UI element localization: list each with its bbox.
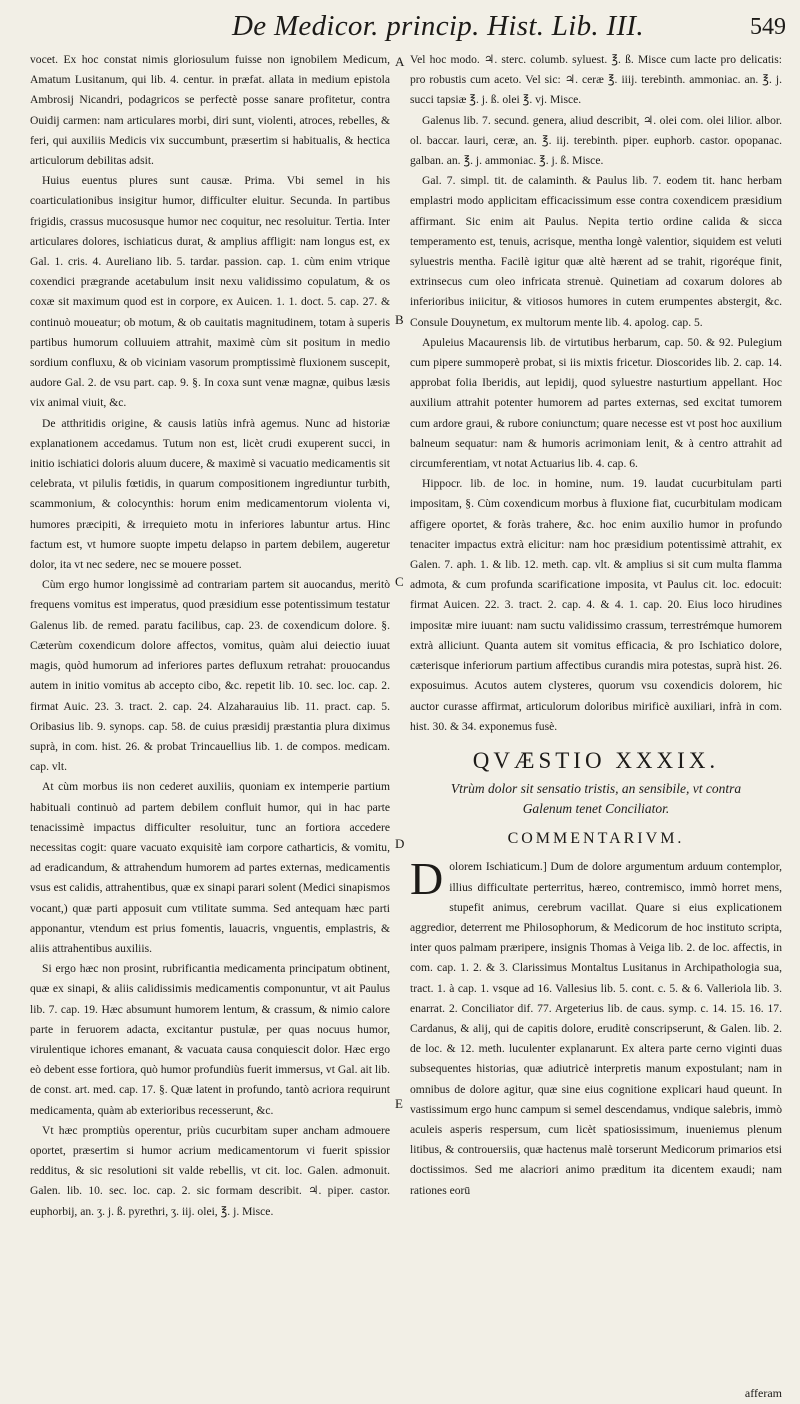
margin-letter-e: E [395,1096,403,1111]
left-paragraph-3: De atthritidis origine, & causis latiùs infrà agemus. Nunc ad historiæ explanationem accedamus. Tutum non est, licèt crudi exuperent succi, in initio ischiatici doloris aluum ducere, & maximè si vacuatio medicamentis sit celebrata, vt pilulis fœtidis, in quarum compositionem ingrediuntur turbith, scammonium, & colocynthis: horum enim medicamentorum violenta vi, humores præcipiti, & irrequieto motu in inferiores labuntur artus. Hinc factum est, vt humore suopte impetu delapso in partem debilem, augeretur dolor, ita vt nec sedere, nec se mouere posset. [30,416,390,572]
margin-letter-a: A [395,54,405,69]
commentary-paragraph [410,853,782,1200]
running-head [0,6,800,46]
page-number: 549 [750,14,786,40]
question-subtitle: Vtrùm dolor sit sensatio tristis, an sensibile, vt contra Galenum tenet Conciliator. [450,781,742,817]
left-paragraph-5: At cùm morbus iis non cederet auxiliis, quoniam ex intemperie partium habituali continuò ad partem debilem confluit humor, qui in hac parte tenacissimè impactus difficulter resoluitur, tunc an fortiora accedere necessitas cogit: quare vacuato exquisitè iam corpore catharticis, & vomitu, ad eradicandum, & attrahendum humorem ad partes externas, medicamentis vsus est calidis, attrahentibus, quæ ex sinapi parari solent (Medici sinapismos vocant,) quæ parti apposuit cum vtilitate summa. Sed antequam hæc parti apponantur, vtendum est prius fomentis, lauacris, vnguentis, emplastris, & aliis attrahentibus auxiliis. [30,780,390,955]
right-paragraph-4: Apuleius Macaurensis lib. de virtutibus herbarum, cap. 50. & 92. Pulegium cum pipere summoperè probat, si iis mixtis fricetur. Dioscorides lib. 2. cap. 14. approbat folia Iberidis, aut lepidij, quod syluestre nasturtium appellant. Hoc auxilium attrahit potenter humorem ad partes externas, sed excitat tumorem cum ardore graui, & rubore coniunctum; quare necesse est vt post hoc auxilium balneum sequatur: nam & humoris acrimoniam lenit, & à centro attrahit ad circumferentiam, vt notat Actuarius lib. 4. cap. 6. [410,335,782,471]
running-title: De Medicor. princip. Hist. Lib. III. [232,10,644,42]
commentary-text: olorem Ischiaticum.] Dum de dolore argumentum arduum contemplor, illius difficultate perterritus, hæreo, contremisco, immò horret mens, stupefit animus, cerebrum vacillat. Quare si eius explicationem aggredior, deterrent me Philosophorum, & Medicorum de hoc instituto scripta, inter quos palmam præripere, insignis Thomas à Veiga lib. 2. de loc. affectis, in com. cap. 1. 2. & 3. Clarissimus Montaltus Lusitanus in Archipathologia sua, tract. 1. à cap. 1. vsque ad 16. Vallesius lib. 5. cont. c. 5. & 6. Valleriola lib. 3. enarrat. 2. Conciliator dif. 77. Argeterius lib. de caus. symp. c. 14. 15. 16. 17. Cardanus, & alij, qui de capitis dolore, eruditè conscripserunt, & Galen. lib. 2. de loc. & 12. meth. luculenter explanarunt. Ex altera parte cerno viginti duas subsequentes historias, quæ adiutricè interpretis manum expostulant; nam in omnibus de dolore agitur, quæ sine eius cognitione explicari haud queunt. In vastissimum ergo hunc campum si semel descendamus, vndique salebris, immò aculeis asperis respersum, cum licèt spatiosissimum, inueniemus plenum litibus, & controuersiis, quæ hactenus malè torserunt Medicorum primarios etsi doctissimos. Sed me alacriori animo præditum ita dicentem exaudi; nam rationes eorū [410,860,782,1197]
margin-letter-d: D [395,836,405,851]
left-paragraph-6: Si ergo hæc non prosint, rubrificantia medicamenta principatum obtinent, quæ ex sinapi, & aliis calidissimis medicamentis componuntur, vt ait Paulus lib. 7. cap. 19. Hæc absumunt humorem lentum, & crassum, & nimio calore parte in feruorem adacta, excitantur pustulæ, per quas nocuus humor, virulentique ichores emanant, & vacuata causa conquiescit dolor. Hæc ergo eò debent esse fortiora, quò humor profundiùs fuerit immersus, vt Gal. ait lib. de const. art. med. cap. 17. §. Quæ latent in profundo, tantò acriora requirunt medicamenta, quàm ab exterioribus recesserunt, &c. [30,962,390,1117]
right-paragraph-3: Gal. 7. simpl. tit. de calaminth. & Paulus lib. 7. eodem tit. hanc herbam emplastri modo applicitam efficacissimum esse contra coxendicem præsidium affirmant. Sic enim ait Paulus. Nepita tertio ordine calida & sicca temperamento est, tenuis, acrisque, mentha longè valentior, siquidem est veluti syluestris mentha. Facilè igitur quæ altè hærent ad se trahit, rigoréque finit, extrinsecus cum oleo infricata strenuè. Quinetiam ad coxarum dolores ab inferioribus iniicitur, & vitiosos humores in cutem erumpentes abstergit, &c. Consule Douynetum, ex multorum mente lib. 4. apolog. cap. 5. [410,174,782,329]
commentary-heading: COMMENTARIVM. [507,830,685,848]
right-paragraph-1: Vel hoc modo. ♃. sterc. columb. syluest. ℥. ß. Misce cum lacte pro delicatis: pro robustis cum aceto. Vel sic: ♃. ceræ ℥. iiij. terebinth. ammoniac. an. ℥. j. succi tapsiæ ℥. j. ß. olei ℥. vj. Misce. [410,53,782,107]
left-paragraph-7: Vt hæc promptiùs operentur, priùs cucurbitam super ancham admouere oportet, præsertim si humor acrium medicamentorum vi fuerit spissior redditus, & sic resolutioni sit valde rebellis, vt cit. loc. Galen. admonuit. Galen. lib. 10. sec. loc. cap. 2. sic formam describit. ♃. piper. castor. euphorbij, an. ʒ. j. ß. pyrethri, ʒ. iij. olei, ℥. j. Misce. [30,1123,390,1218]
drop-capital: D [410,853,444,905]
question-heading: QVÆSTIO XXXIX. [472,747,720,773]
catchword: afferam [744,1386,782,1400]
margin-letter-c: C [395,574,404,589]
left-paragraph-1: vocet. Ex hoc constat nimis gloriosulum fuisse non ignobilem Medicum, Amatum Lusitanum, qui lib. 4. centur. in præfat. allata in medium epistola Ambrosij Nicandri, podagricos se perfectè posse sanare profitetur, contra Ouidij carmen: nam articulares morbi, diri sunt, violenti, atroces, rebelles, & feri, qui auxiliis Medicis vix succumbunt, præsertim si habitualis, & hectica articulorum debilitas adsit. [30,53,390,168]
right-paragraph-5: Hippocr. lib. de loc. in homine, num. 19. laudat cucurbitulam parti impositam, §. Cùm coxendicum morbus à fluxione fiat, cucurbitulam modicam affigere oportet, & foràs trahere, &c. hoc enim auxilio humor in profundo tenaciter impactus extrà elicitur: nam hoc præsidium potentissimè attrahit, ex Galen. 7. aph. 1. & lib. 12. meth. cap. vlt. & amplius si sit cum multa flamma admota, & cum profunda scarificatione imposita, vt Paulus cit. loc. edocuit: firmat Auicen. 22. 3. tract. 2. cap. 4. & 4. 1. cap. 20. Eius loco hirudines impositæ mire iuuant: nam suctu validissimo crassum, terrestrémque humorem extrà alliciunt. Quanta autem sit vomitus efficacia, & pro Ischiatico dolore, cæterisque inferiorum partium affectibus curandis mira potestas, suprà hist. 26. exposuimus. Acutos autem clysteres, quorum vsu coxendicis dolorem, hic auctor curasse affirmat, articulorum doloribus mirificè auxiliari, infrà in com. hist. 30. & 34. exponemus fusè. [410,477,782,733]
left-paragraph-4: Cùm ergo humor longissimè ad contrariam partem sit auocandus, meritò frequens vomitus est imperatus, quod præsidium esse potentissimum testatur Galenus lib. de remed. paratu facilibus, cap. 23. de coxendicum dolore. §. Cæterùm coxendicum dolore affectos, vomitus, quàm alui deiectio iuuat magis, quòd humorum ad inferiores partes defluxum retrahat: prouocandus autem in initio vomitus ab accepto cibo, &c. repetit lib. 10. sec. loc. cap. 2. firmat Auic. 23. 3. tract. 2. cap. 24. Alzaharauius lib. 11. pract. cap. 5. Oribasius lib. 9. synops. cap. 58. de cuius præsidij præstantia plura diximus suprà, in com. hist. 26. & probat Trincauellius lib. 1. de compos. medicam. cap. vlt. [30,578,390,774]
margin-letter-b: B [395,312,404,327]
left-column [30,50,390,1222]
left-paragraph-2: Huius euentus plures sunt causæ. Prima. Vbi semel in his coarticulationibus insigitur humor, difficulter eluitur. Secunda. In partibus frigidis, crassus mucosusque humor nec coquitur, nec resoluitur. Tertia. Inter articulares dolores, ischiaticus durat, & amplius affligit: nam longus est, ex Gal. 1. cris. 4. Aureliano lib. 5. tardar. passion. cap. 1. cùm enim vtrique coxendici prægrande acetabulum insit nexu validissimo copulatum, & os coxæ sit maximum quod est in corpore, ex Auicen. 1. 1. doct. 5. cap. 27. & continuò moueatur; ob motum, & ob cauitatis magnitudinem, totam à superis partibus humorum colluuiem attrahit, maximè cùm sit positum in medio sordium confluxu, & ob viciniam vasorum promptissimè fluxionem suscepit, audore Gal. 2. de vsu part. cap. 9. §. In coxa sunt venæ magnæ, quibus læsis vix animal viuit, &c. [30,174,390,410]
right-paragraph-2: Galenus lib. 7. secund. genera, aliud describit, ♃. olei com. olei lilior. albor. ol. baccar. lauri, ceræ, an. ℥. iij. terebinth. piper. euphorb. castor. opopanac. galban. an. ℥. j. ammoniac. ℥. j. ß. Misce. [410,113,782,168]
right-column [410,50,782,1201]
